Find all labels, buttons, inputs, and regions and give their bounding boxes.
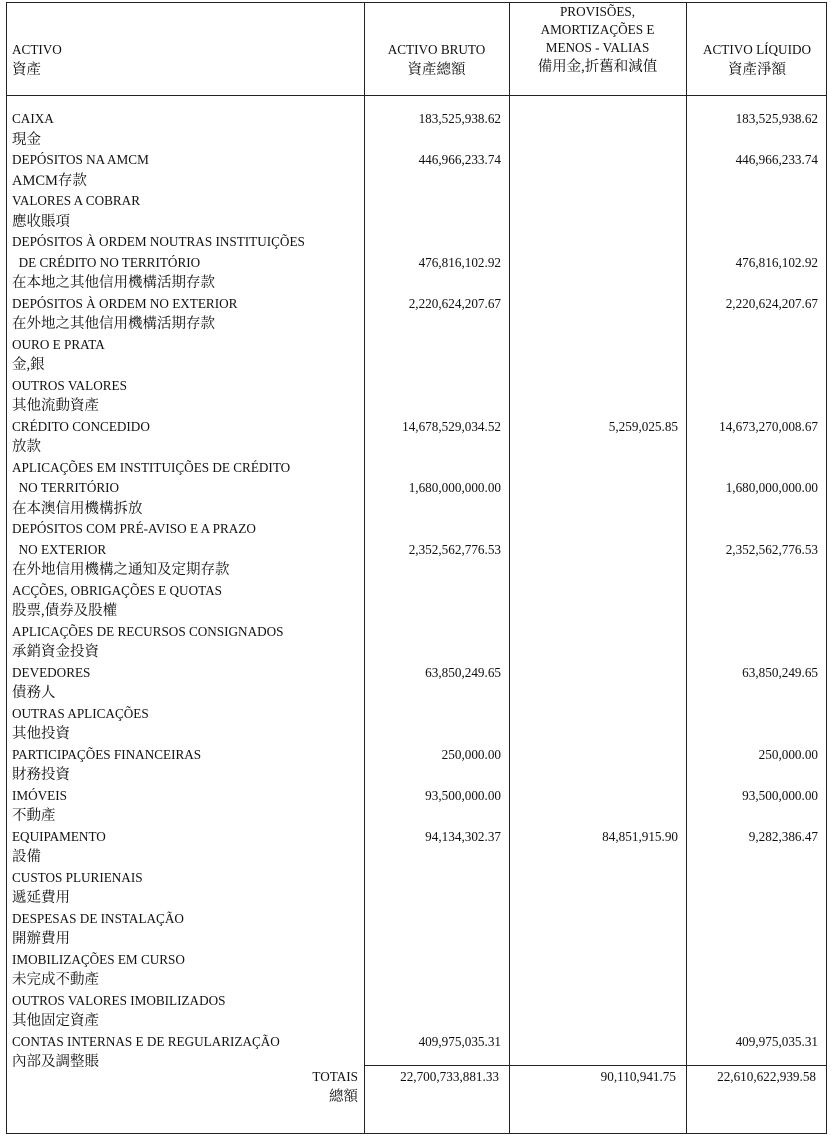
row-label: NO TERRITÓRIO [12, 480, 120, 495]
row-label: 設備 [12, 849, 41, 865]
header-activo-liquido-zh: 資產淨額 [728, 62, 786, 78]
table-body [7, 109, 828, 1073]
table-row [7, 827, 828, 848]
row-label: DEPÓSITOS COM PRÉ-AVISO E A PRAZO [12, 521, 256, 536]
table-row [7, 888, 828, 909]
row-label: 在外地信用機構之通知及定期存款 [12, 562, 230, 578]
row-label: VALORES A COBRAR [12, 193, 141, 208]
row-activo-bruto: 14,678,529,034.52 [402, 418, 501, 434]
table-row [7, 642, 828, 663]
row-activo-liquido: 14,673,270,008.67 [719, 418, 818, 434]
table-row [7, 253, 828, 274]
row-label: 未完成不動產 [12, 972, 99, 988]
row-label: DE CRÉDITO NO TERRITÓRIO [12, 254, 201, 270]
row-label: OURO E PRATA [12, 336, 105, 352]
table-row [7, 1032, 828, 1053]
row-activo-liquido: 409,975,035.31 [735, 1033, 818, 1049]
table-row [7, 601, 828, 622]
header-provisoes-pt-1: PROVISÕES, [559, 4, 636, 19]
row-label: 承銷資金投資 [12, 644, 99, 660]
row-label: CRÉDITO CONCEDIDO [12, 418, 150, 434]
balance-sheet-table [6, 2, 827, 1134]
row-label: AMCM存款 [12, 172, 87, 189]
table-row [7, 499, 828, 520]
row-activo-liquido: 183,525,938.62 [735, 111, 818, 126]
row-provisoes: 84,851,915.90 [602, 828, 678, 844]
row-label: 不動產 [12, 808, 56, 824]
row-activo-bruto: 1,680,000,000.00 [408, 480, 501, 495]
row-label: DEPÓSITOS À ORDEM NOUTRAS INSTITUIÇÕES [12, 234, 305, 249]
table-row [7, 704, 828, 725]
table-row [7, 437, 828, 458]
row-label: IMÓVEIS [12, 787, 67, 803]
table-row [7, 581, 828, 602]
header-activo-zh: 資產 [12, 62, 41, 78]
row-label: 遞延費用 [12, 890, 70, 906]
table-row [7, 560, 828, 581]
table-row [7, 396, 828, 417]
row-label: 在本地之其他信用機構活期存款 [12, 275, 215, 291]
table-row [7, 417, 828, 438]
table-row [7, 765, 828, 786]
row-label: OUTRAS APLICAÇÕES [12, 705, 149, 721]
header-activo [12, 39, 62, 81]
table-row [7, 745, 828, 766]
row-activo-bruto: 2,220,624,207.67 [408, 295, 501, 311]
row-activo-liquido: 2,220,624,207.67 [725, 295, 818, 311]
header-activo-bruto-zh: 資產總額 [407, 62, 466, 78]
header-provisoes-zh: 備用金,折舊和減值 [537, 59, 658, 75]
row-activo-bruto: 476,816,102.92 [418, 254, 501, 270]
row-label: 在本澳信用機構拆放 [12, 500, 143, 517]
table-row [7, 929, 828, 950]
table-row [7, 786, 828, 807]
header-provisoes-pt-3: MENOS - VALIAS [545, 40, 650, 55]
table-row [7, 478, 828, 499]
row-label: 其他流動資產 [12, 398, 99, 414]
row-activo-liquido: 250,000.00 [758, 746, 818, 762]
table-row [7, 970, 828, 991]
row-activo-liquido: 1,680,000,000.00 [725, 480, 818, 495]
row-label: CUSTOS PLURIENAIS [12, 869, 143, 885]
row-label: DEPÓSITOS NA AMCM [12, 152, 149, 167]
row-label: 現金 [12, 131, 41, 148]
totals-liquido: 22,610,622,939.58 [717, 1069, 816, 1084]
row-activo-liquido: 446,966,233.74 [735, 152, 818, 167]
row-label: APLICAÇÕES EM INSTITUIÇÕES DE CRÉDITO [12, 459, 291, 475]
row-activo-bruto: 93,500,000.00 [425, 787, 501, 803]
row-label: NO EXTERIOR [12, 541, 107, 557]
row-label: 在外地之其他信用機構活期存款 [12, 316, 215, 332]
table-row [7, 294, 828, 315]
row-label: IMOBILIZAÇÕES EM CURSO [12, 951, 185, 967]
header-activo-bruto [364, 39, 509, 81]
table-row [7, 991, 828, 1012]
row-label: 其他固定資產 [12, 1013, 99, 1029]
row-label: PARTICIPAÇÕES FINANCEIRAS [12, 746, 202, 762]
header-activo-liquido-pt: ACTIVO LÍQUIDO [702, 42, 812, 57]
table-row [7, 868, 828, 889]
totals-provisoes: 90,110,941.75 [600, 1069, 676, 1084]
row-activo-bruto: 250,000.00 [441, 746, 501, 762]
row-label: DEPÓSITOS À ORDEM NO EXTERIOR [12, 295, 238, 311]
row-label: OUTROS VALORES [12, 377, 127, 393]
row-activo-bruto: 409,975,035.31 [418, 1033, 501, 1049]
row-label: DEVEDORES [12, 664, 91, 680]
table-row [7, 355, 828, 376]
row-activo-liquido: 476,816,102.92 [735, 254, 818, 270]
row-label: APLICAÇÕES DE RECURSOS CONSIGNADOS [12, 623, 284, 639]
totals-label [312, 1067, 358, 1107]
row-label: CAIXA [12, 111, 54, 126]
row-label: 財務投資 [12, 767, 70, 783]
row-label: OUTROS VALORES IMOBILIZADOS [12, 992, 226, 1008]
totals-bruto: 22,700,733,881.33 [400, 1069, 499, 1084]
table-row [7, 622, 828, 643]
row-label: 應收賬項 [12, 213, 70, 230]
table-row [7, 724, 828, 745]
row-activo-bruto: 94,134,302.37 [425, 828, 501, 844]
table-row [7, 806, 828, 827]
table-row [7, 950, 828, 971]
table-row [7, 171, 828, 192]
table-row [7, 376, 828, 397]
row-label: 股票,債券及股權 [12, 603, 118, 619]
table-row [7, 109, 828, 130]
row-label: ACÇÕES, OBRIGAÇÕES E QUOTAS [12, 582, 222, 598]
row-label: 其他投資 [12, 726, 70, 742]
row-provisoes: 5,259,025.85 [608, 418, 678, 434]
table-row [7, 683, 828, 704]
table-row [7, 663, 828, 684]
table-row [7, 335, 828, 356]
row-label: 債務人 [12, 685, 56, 701]
row-activo-liquido: 2,352,562,776.53 [725, 541, 818, 557]
totals-label-zh: 總額 [329, 1089, 358, 1105]
row-label: DESPESAS DE INSTALAÇÃO [12, 910, 184, 926]
totals-rule [364, 1065, 826, 1066]
header-provisoes-pt-2: AMORTIZAÇÕES E [540, 22, 655, 37]
table-row [7, 191, 828, 212]
table-row [7, 314, 828, 335]
row-label: CONTAS INTERNAS E DE REGULARIZAÇÃO [12, 1033, 280, 1049]
table-row [7, 540, 828, 561]
table-row [7, 909, 828, 930]
header-activo-bruto-pt: ACTIVO BRUTO [387, 42, 486, 57]
table-row [7, 150, 828, 171]
row-activo-liquido: 93,500,000.00 [742, 787, 818, 803]
row-activo-bruto: 446,966,233.74 [418, 152, 501, 167]
row-label: 開辦費用 [12, 931, 70, 947]
header-rule [7, 95, 826, 96]
row-activo-bruto: 2,352,562,776.53 [408, 541, 501, 557]
table-row [7, 212, 828, 233]
row-activo-liquido: 9,282,386.47 [748, 828, 818, 844]
row-activo-bruto: 183,525,938.62 [418, 111, 501, 126]
table-row [7, 519, 828, 540]
row-label: EQUIPAMENTO [12, 828, 106, 844]
table-row [7, 130, 828, 151]
header-activo-pt: ACTIVO [12, 42, 62, 57]
row-label: 內部及調整賬 [12, 1054, 99, 1070]
table-row [7, 847, 828, 868]
header-provisoes [509, 3, 686, 78]
table-row [7, 458, 828, 479]
row-label: 放款 [12, 439, 41, 455]
row-activo-liquido: 63,850,249.65 [742, 664, 818, 680]
totals-label-pt: TOTAIS [312, 1069, 358, 1084]
header-activo-liquido [686, 39, 828, 81]
table-row [7, 273, 828, 294]
table-row [7, 1011, 828, 1032]
table-row [7, 232, 828, 253]
row-activo-bruto: 63,850,249.65 [425, 664, 501, 680]
row-label: 金,銀 [12, 357, 45, 373]
